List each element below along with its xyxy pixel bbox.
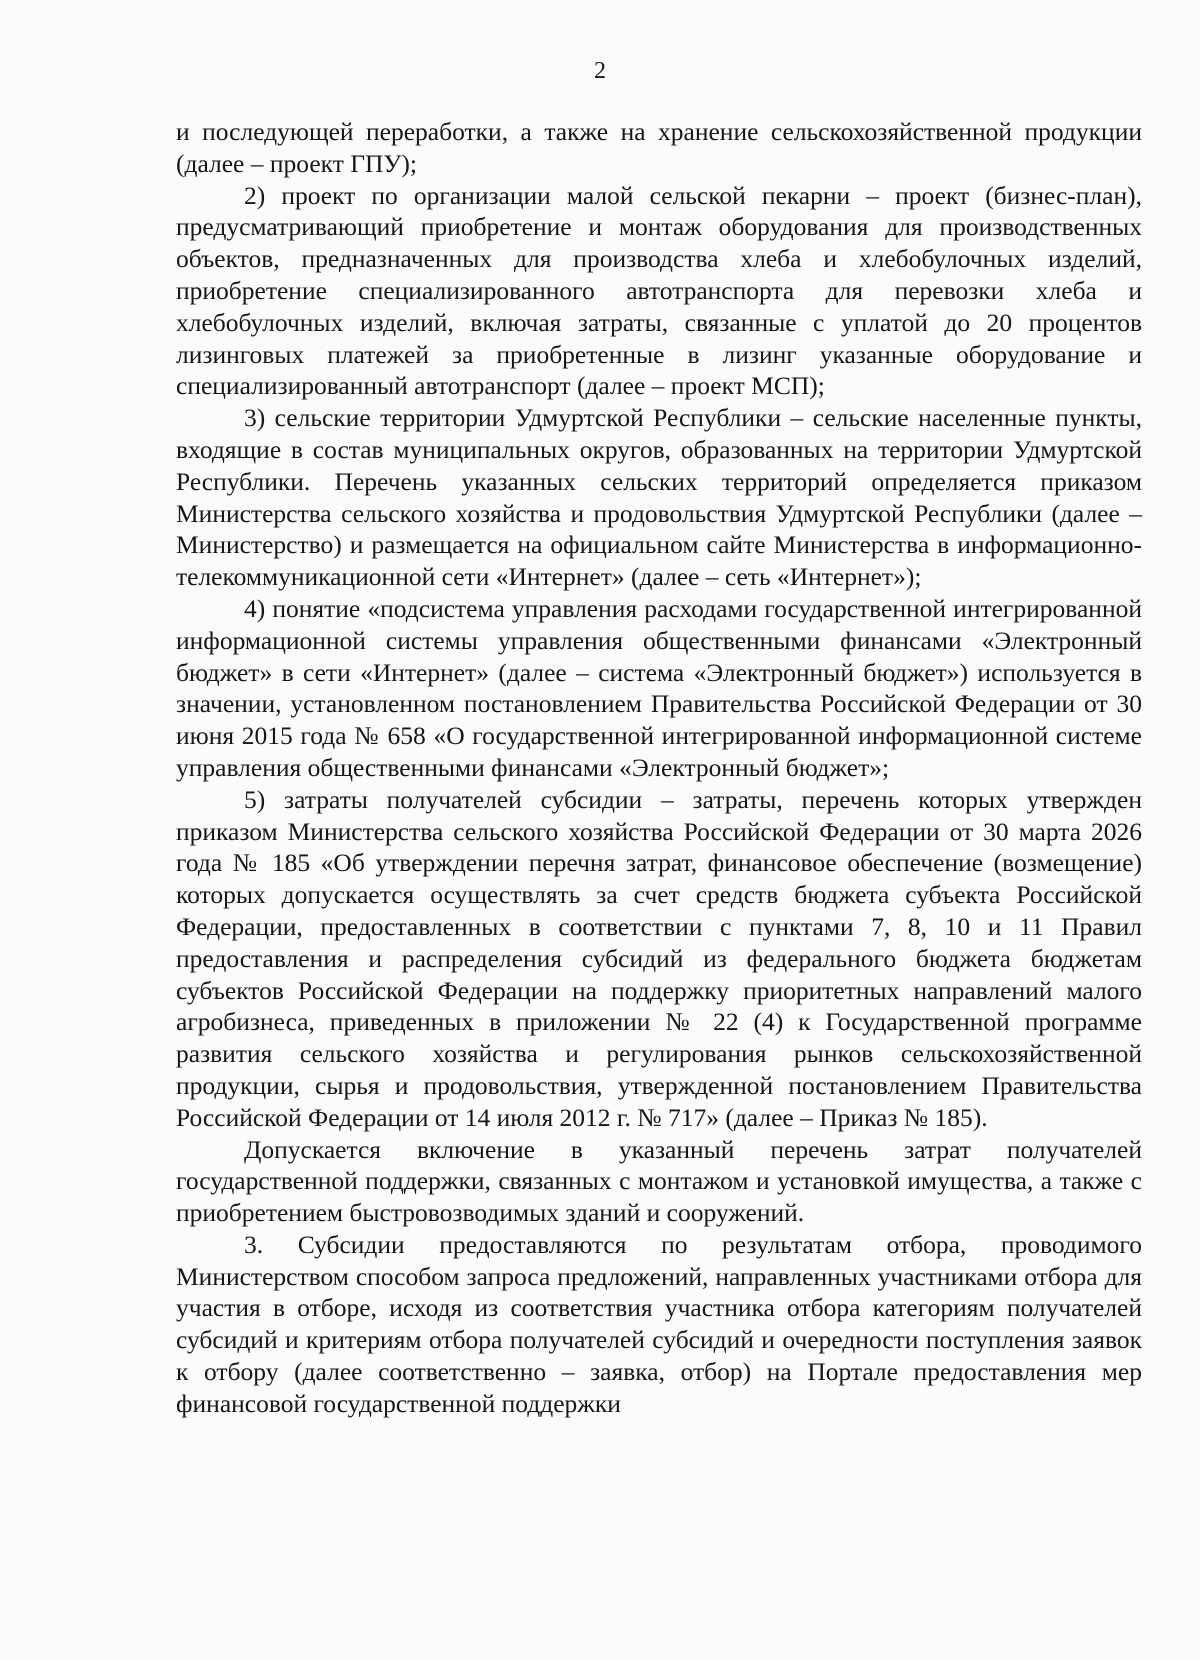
paragraph-item-3: 3) сельские территории Удмуртской Республики – сельские населенные пункты, входящие в состав муниципальных округов, образованных на территории Удмуртской Республики. Перечень указанных сельских территорий определяется приказом Министерства сельского хозяйства и продовольствия Удмуртской Республики (далее – Министерство) и размещается на официальном сайте Министерства в информационно-телекоммуникационной сети «Интернет» (далее – сеть «Интернет»);: [176, 403, 1142, 592]
document-body: [176, 116, 1142, 1420]
paragraph-item-2: 2) проект по организации малой сельской пекарни – проект (бизнес-план), предусматривающий приобретение и монтаж оборудования для производственных объектов, предназначенных для производства хлеба и хлебобулочных изделий, приобретение специализированного автотранспорта для перевозки хлеба и хлебобулочных изделий, включая затраты, связанные с уплатой до 20 процентов лизинговых платежей за приобретенные в лизинг указанные оборудование и специализированный автотранспорт (далее – проект МСП);: [176, 180, 1142, 401]
paragraph-item-4: 4) понятие «подсистема управления расходами государственной интегрированной информационной системы управления общественными финансами «Электронный бюджет» в сети «Интернет» (далее – система «Электронный бюджет») используется в значении, установленном постановлением Правительства Российской Федерации от 30 июня 2015 года № 658 «О государственной интегрированной информационной системе управления общественными финансами «Электронный бюджет»;: [176, 593, 1142, 782]
paragraph-note: Допускается включение в указанный перечень затрат получателей государственной поддержки, связанных с монтажом и установкой имущества, а также с приобретением быстровозводимых зданий и сооружений.: [176, 1134, 1142, 1228]
paragraph-continuation: и последующей переработки, а также на хранение сельскохозяйственной продукции (далее – проект ГПУ);: [176, 117, 1142, 178]
paragraph-item-5: 5) затраты получателей субсидии – затраты, перечень которых утвержден приказом Министерства сельского хозяйства Российской Федерации от 30 марта 2026 года № 185 «Об утверждении перечня затрат, финансовое обеспечение (возмещение) которых допускается осуществлять за счет средств бюджета субъекта Российской Федерации, предоставленных в соответствии с пунктами 7, 8, 10 и 11 Правил предоставления и распределения субсидий из федерального бюджета бюджетам субъектов Российской Федерации на поддержку приоритетных направлений малого агробизнеса, приведенных в приложении № 22 (4) к Государственной программе развития сельского хозяйства и регулирования рынков сельскохозяйственной продукции, сырья и продовольствия, утвержденной постановлением Правительства Российской Федерации от 14 июля 2012 г. № 717» (далее – Приказ № 185).: [176, 784, 1142, 1132]
page-number: 2: [594, 58, 606, 84]
paragraph-section-3: 3. Субсидии предоставляются по результатам отбора, проводимого Министерством способом запроса предложений, направленных участниками отбора для участия в отборе, исходя из соответствия участника отбора категориям получателей субсидий и критериям отбора получателей субсидий и очередности поступления заявок к отбору (далее соответственно – заявка, отбор) на Портале предоставления мер финансовой государственной поддержки: [176, 1229, 1142, 1418]
